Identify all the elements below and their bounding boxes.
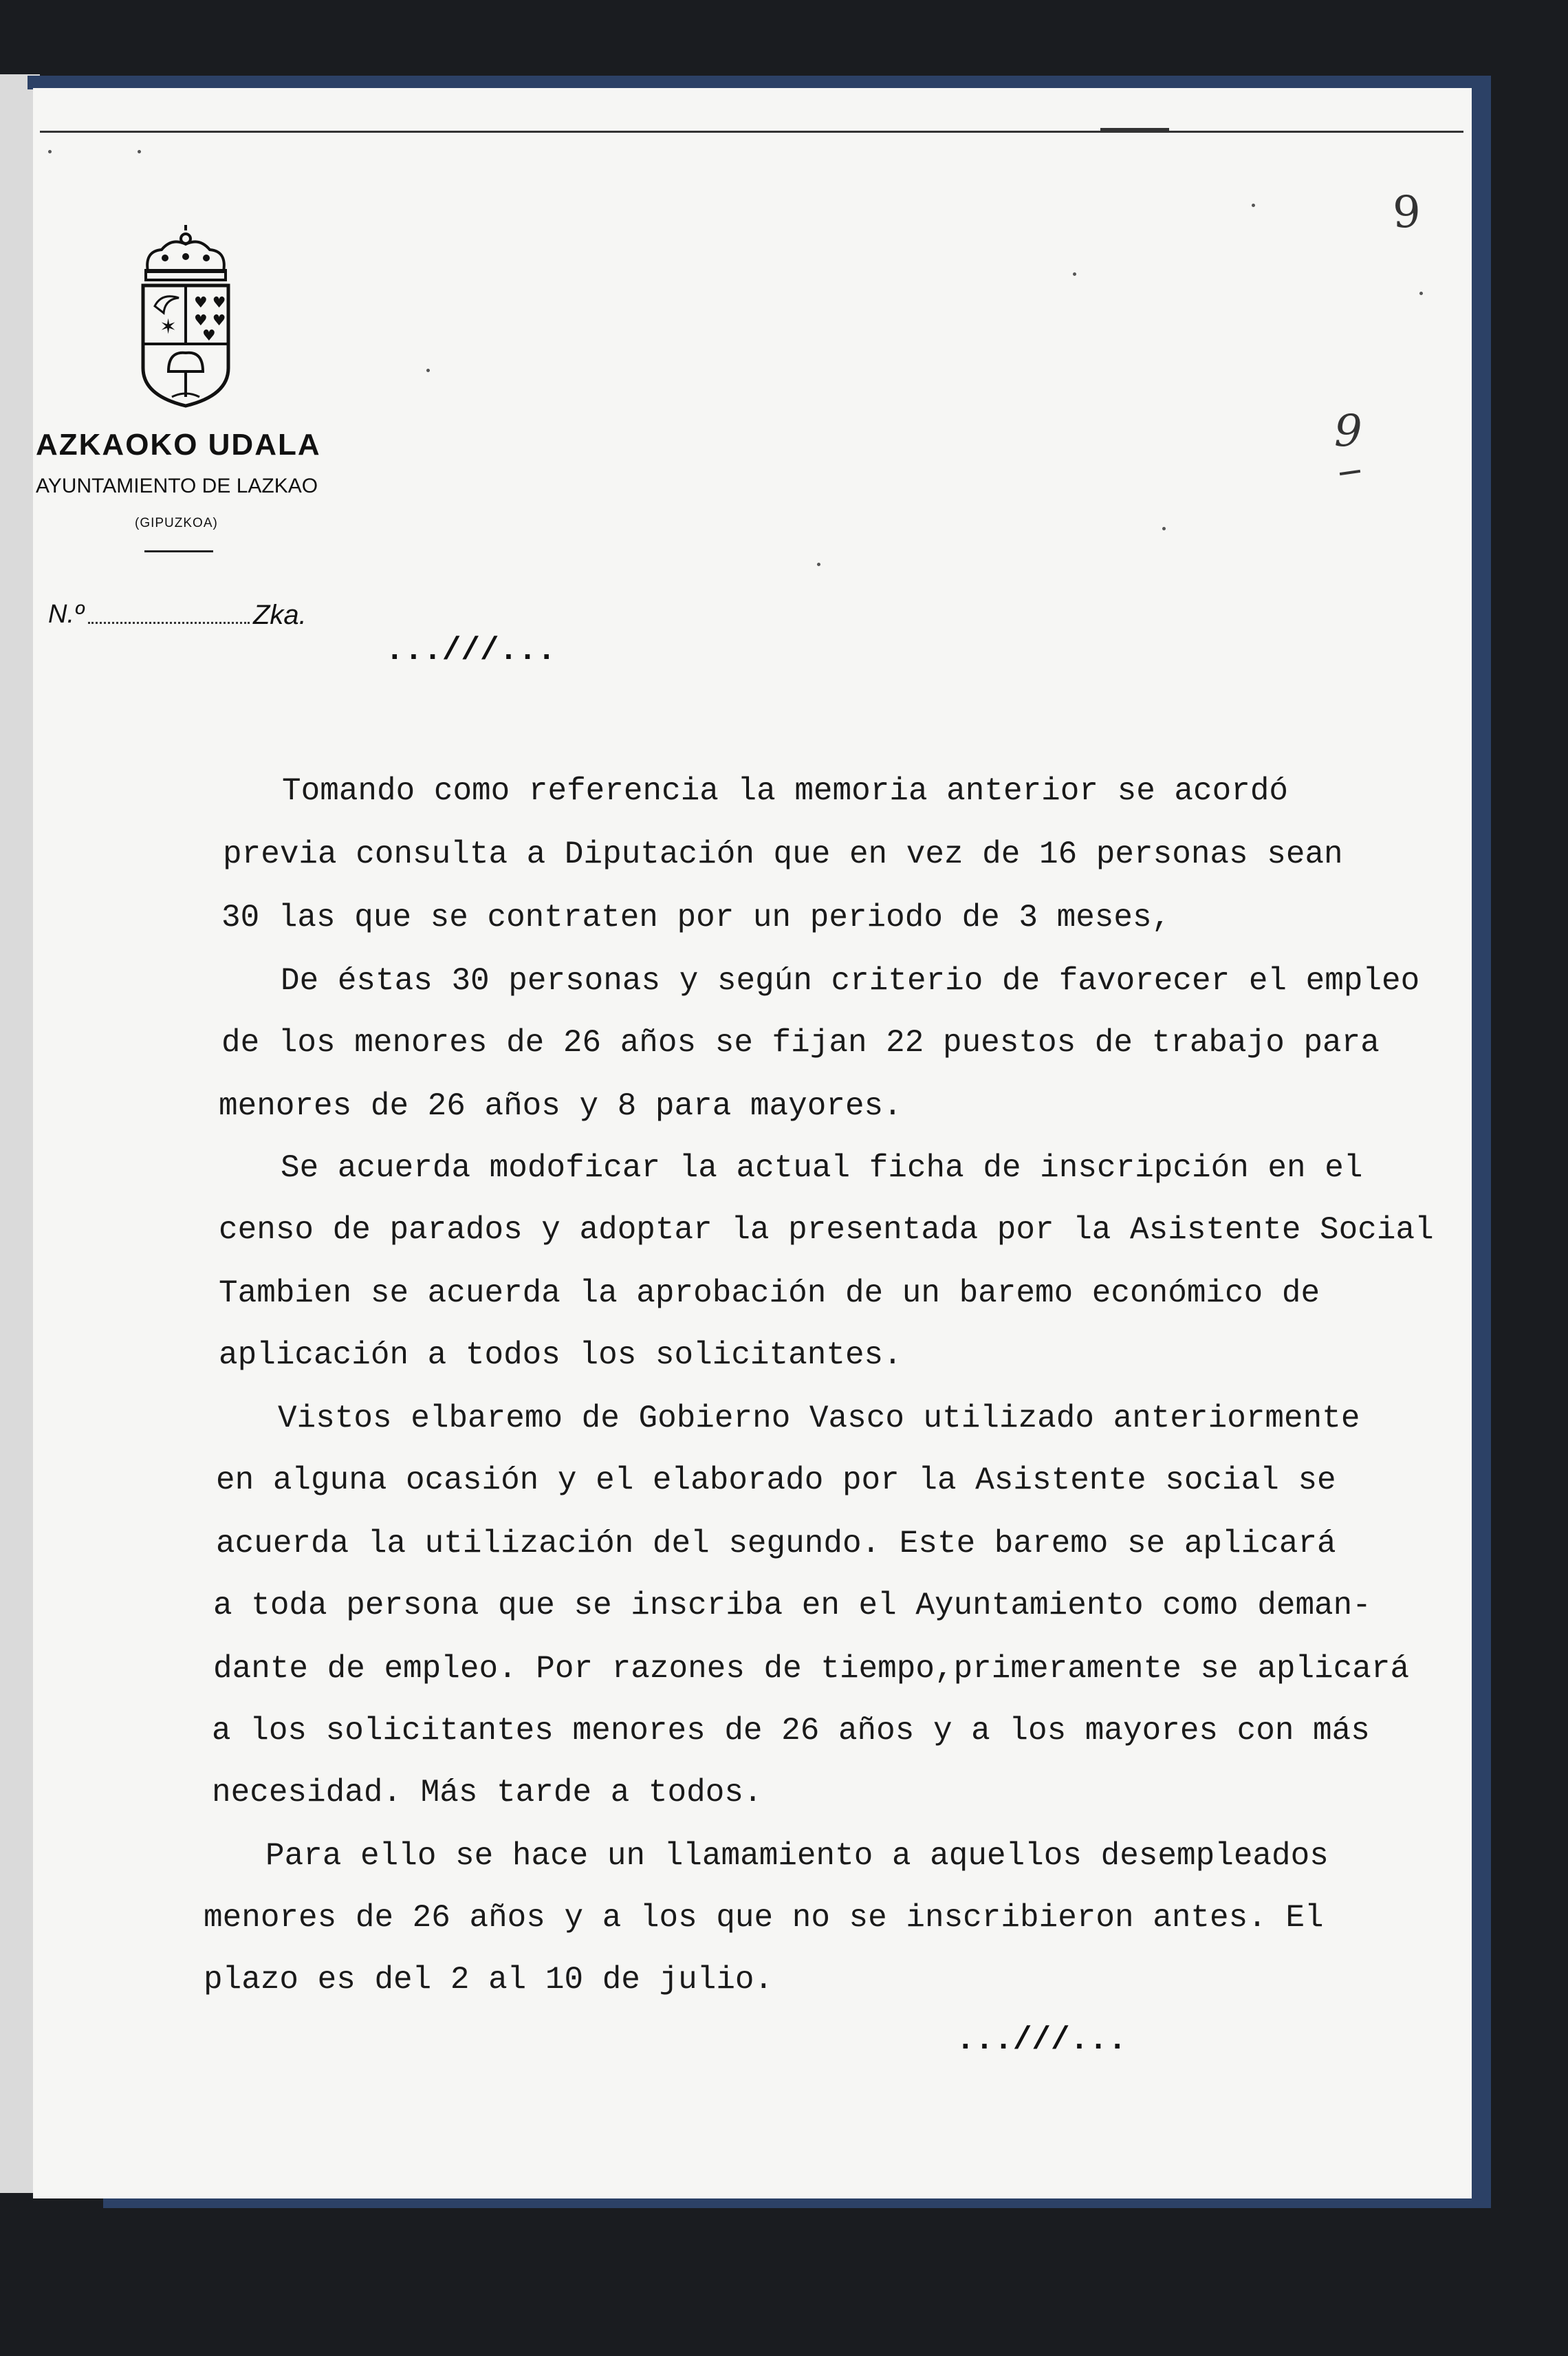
top-rule-mark [1100, 128, 1169, 132]
page-number-typed: 9 [1393, 187, 1421, 238]
page-number-handwritten: 9 [1334, 406, 1362, 457]
reference-prefix: N.º [48, 600, 84, 629]
body-line: menores de 26 años y a los que no se inscribieron antes. El [204, 1900, 1324, 1936]
scan-speck [1419, 292, 1423, 295]
body-line: acuerda la utilización del segundo. Este baremo se aplicará [216, 1526, 1336, 1561]
svg-text:✶: ✶ [160, 315, 177, 339]
body-line: Vistos elbaremo de Gobierno Vasco utilizado anteriormente [278, 1401, 1360, 1436]
org-subtitle: AYUNTAMIENTO DE LAZKAO [36, 475, 318, 497]
continuation-mark-top: ...///... [385, 633, 556, 669]
reference-dotted-line [88, 622, 250, 624]
body-line: censo de parados y adoptar la presentada por la Asistente Social [219, 1212, 1434, 1248]
body-line: plazo es del 2 al 10 de julio. [204, 1962, 774, 1998]
cover-edge-right [1472, 76, 1491, 2205]
body-line: de los menores de 26 años se fijan 22 puestos de trabajo para [221, 1025, 1380, 1061]
crest-icon [131, 224, 241, 416]
body-line: menores de 26 años y 8 para mayores. [219, 1088, 902, 1124]
body-line: necesidad. Más tarde a todos. [212, 1775, 763, 1811]
body-line: 30 las que se contraten por un periodo de 3 meses, [221, 900, 1171, 936]
top-rule [40, 131, 1463, 133]
scan-speck [138, 150, 141, 153]
letterhead-rule [144, 550, 213, 552]
cover-edge-top [28, 76, 1491, 89]
body-line: Para ello se hace un llamamiento a aquellos desempleados [265, 1838, 1329, 1874]
body-line: aplicación a todos los solicitantes. [219, 1337, 902, 1373]
body-line: De éstas 30 personas y según criterio de favorecer el empleo [281, 963, 1420, 999]
org-province: (GIPUZKOA) [135, 516, 218, 530]
body-line: en alguna ocasión y el elaborado por la Asistente social se [216, 1462, 1336, 1498]
org-name: AZKAOKO UDALA [36, 428, 321, 462]
scan-speck [48, 150, 52, 153]
continuation-mark-bottom: ...///... [956, 2022, 1127, 2058]
svg-text:♥: ♥ [202, 327, 216, 345]
document-page [33, 88, 1472, 2198]
scan-speck [1073, 272, 1076, 276]
body-line: previa consulta a Diputación que en vez de 16 personas sean [223, 836, 1343, 872]
body-line: Tomando como referencia la memoria anterior se acordó [282, 773, 1289, 809]
scan-speck [1162, 527, 1166, 530]
reference-suffix: Zka. [253, 600, 307, 630]
body-line: Se acuerda modoficar la actual ficha de inscripción en el [281, 1150, 1363, 1186]
scan-speck [817, 563, 820, 566]
body-line: a toda persona que se inscriba en el Ayuntamiento como deman- [213, 1588, 1371, 1623]
scan-speck [1252, 204, 1255, 207]
body-line: dante de empleo. Por razones de tiempo,primeramente se aplicará [213, 1651, 1410, 1687]
body-line: a los solicitantes menores de 26 años y a los mayores con más [212, 1713, 1370, 1749]
scan-speck [426, 369, 430, 372]
svg-text:♥ ♥: ♥ ♥ [194, 294, 226, 312]
body-line: Tambien se acuerda la aprobación de un baremo económico de [219, 1275, 1320, 1311]
svg-text:♥ ♥: ♥ ♥ [194, 312, 226, 329]
